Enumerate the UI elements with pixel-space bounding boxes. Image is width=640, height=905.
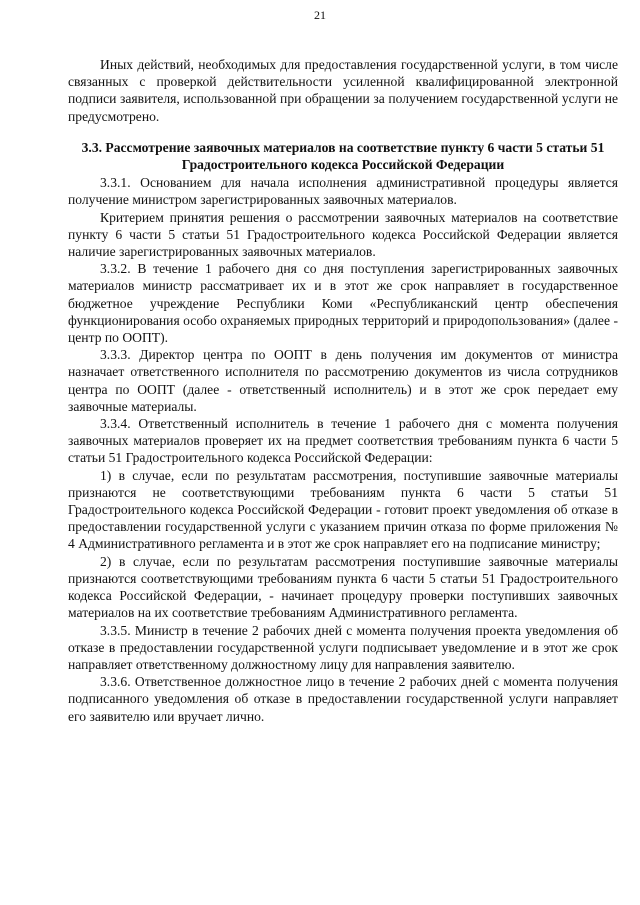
section-heading: 3.3. Рассмотрение заявочных материалов на соответствие пункту 6 части 5 статьи 51 Градостроительного кодекса Российской Федерации <box>81 139 605 173</box>
paragraph-3-3-1: 3.3.1. Основанием для начала исполнения административной процедуры является получение министром зарегистрированных заявочных материалов. <box>68 175 618 208</box>
paragraph-3-3-6: 3.3.6. Ответственное должностное лицо в течение 2 рабочих дней с момента получения подписанного уведомления об отказе в предоставлении государственной услуги направляет его заявителю или вручает лично. <box>68 674 618 724</box>
paragraph-3-3-4: 3.3.4. Ответственный исполнитель в течение 1 рабочего дня с момента получения заявочных материалов проверяет их на предмет соответствия требованиям пункта 6 части 5 статьи 51 Градостроительного кодекса Российской Федерации: <box>68 416 618 466</box>
paragraph-criterion: Критерием принятия решения о рассмотрении заявочных материалов на соответствие пункту 6 части 5 статьи 51 Градостроительного кодекса Российской Федерации является наличие зарегистрированных заявочных материалов. <box>68 209 618 260</box>
list-item-1: 1) в случае, если по результатам рассмотрения, поступившие заявочные материалы признаются не соответствующими требованиям пункта 6 части 5 статьи 51 Градостроительного кодекса Российской Федерации - готовит проект уведомления об отказе в предоставлении государственной услуги с указанием причин отказа по форме приложения № 4 Административного регламента и в этот же срок направляет его на подписание министру; <box>68 467 618 552</box>
spacer <box>68 125 618 139</box>
document-body <box>68 56 618 725</box>
page-number: 21 <box>314 8 326 22</box>
paragraph-3-3-3: 3.3.3. Директор центра по ООПТ в день получения им документов от министра назначает ответственного исполнителя по рассмотрению документов из числа сотрудников центра по ООПТ (далее - ответственный исполнитель) и в этот же срок передает ему заявочные материалы. <box>68 347 618 414</box>
list-item-2: 2) в случае, если по результатам рассмотрения поступившие заявочные материалы признаются соответствующими требованиям пункта 6 части 5 статьи 51 Градостроительного кодекса Российской Федерации, - начинает процедуру проверки поступивших заявочных материалов на их соответствие требованиям Административного регламента. <box>68 553 618 621</box>
paragraph-3-3-2: 3.3.2. В течение 1 рабочего дня со дня поступления зарегистрированных заявочных материалов министр рассматривает их и в этот же срок направляет в государственное бюджетное учреждение Республики Коми «Республиканский центр обеспечения функционирования особо охраняемых природных территорий и природопользования» (далее - центр по ООПТ). <box>68 261 618 346</box>
intro-paragraph: Иных действий, необходимых для предоставления государственной услуги, в том числе связанных с проверкой действительности усиленной квалифицированной электронной подписи заявителя, использованной при обращении за получением государственной услуги не предусмотрено. <box>68 57 618 124</box>
paragraph-3-3-5: 3.3.5. Министр в течение 2 рабочих дней с момента получения проекта уведомления об отказе в предоставлении государственной услуги подписывает уведомление и в этот же срок направляет ответственному должностному лицу для направления заявителю. <box>68 622 618 672</box>
